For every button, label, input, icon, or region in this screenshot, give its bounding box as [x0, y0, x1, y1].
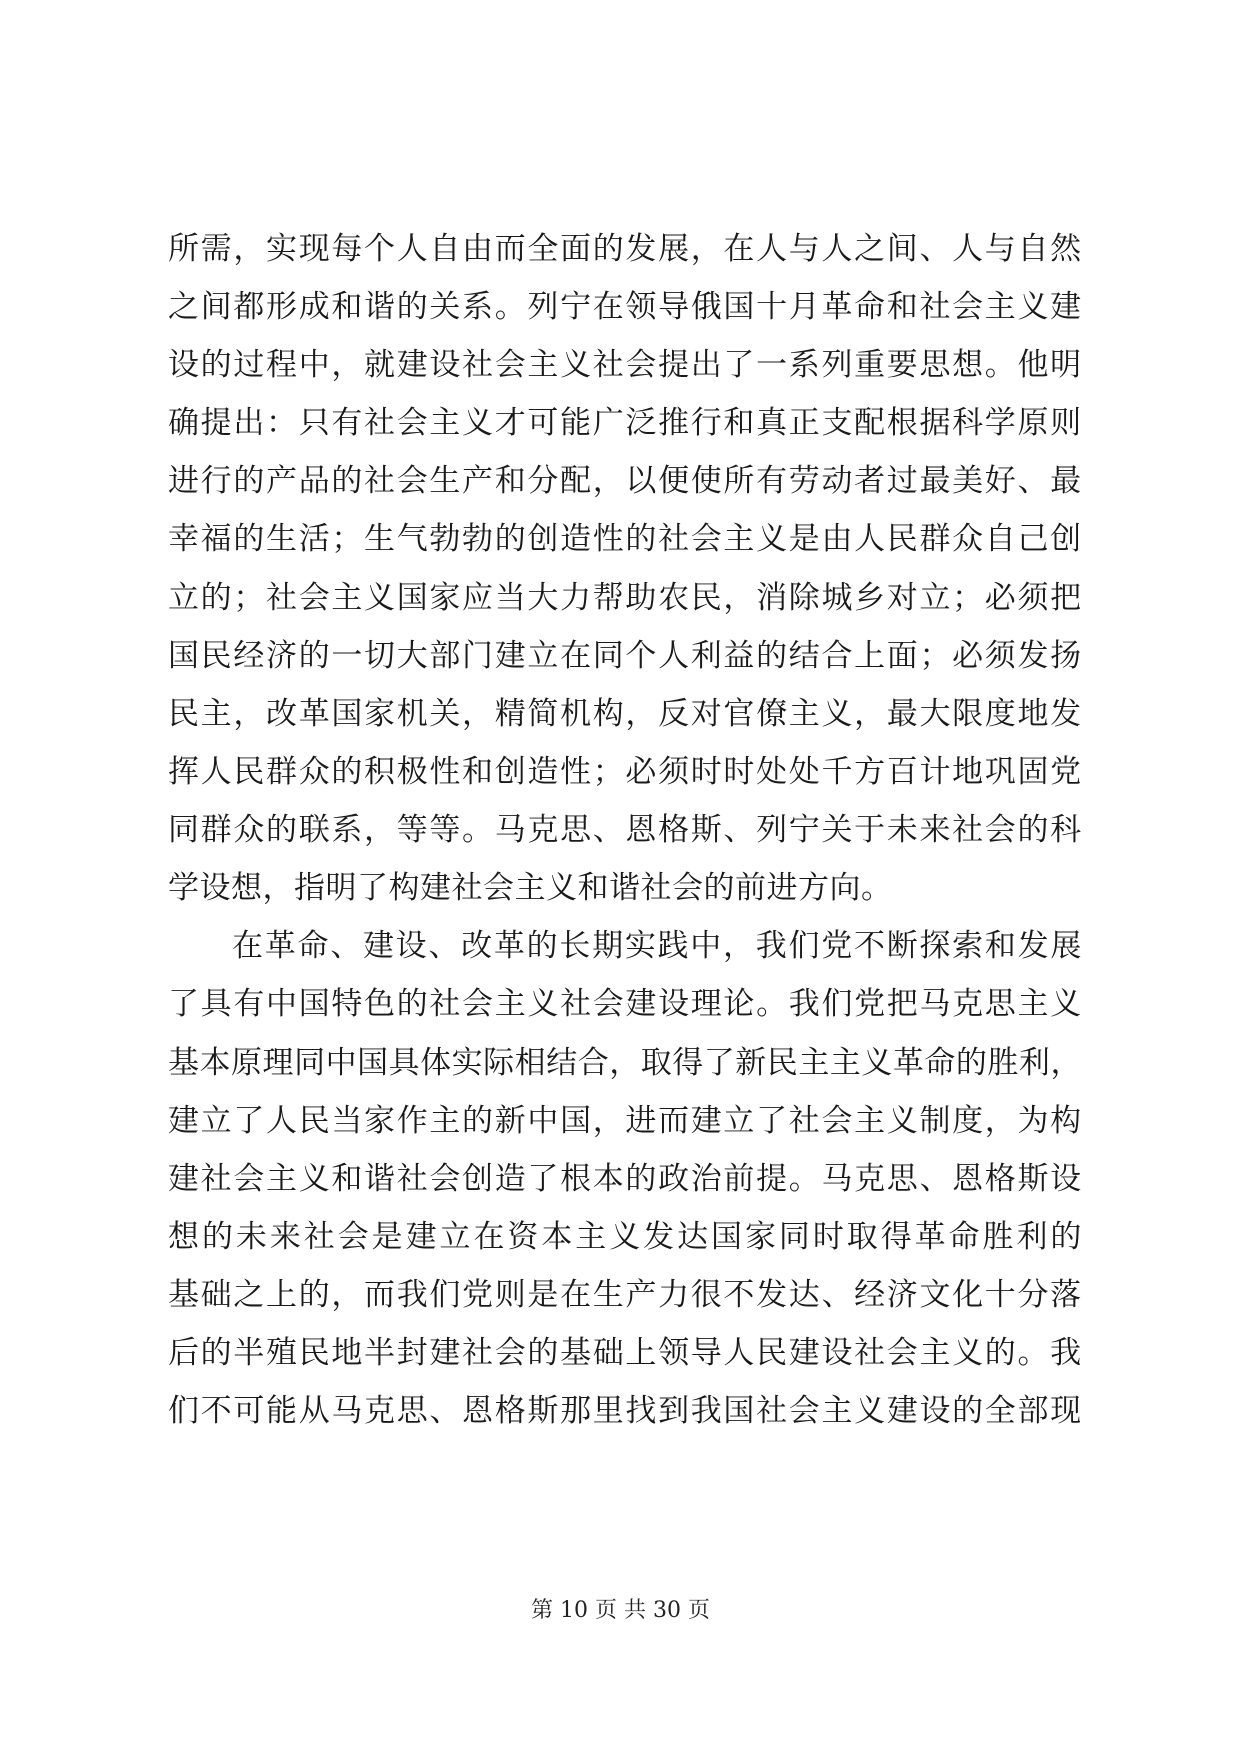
text-line: 基 本 原 理 同 中 国 具 体 实 际 相 结 合 ， 取 得 了 新 民 主 主 义 革 命 的 胜 利 ， — [168, 1045, 1082, 1081]
text-line: 立 的 ； 社 会 主 义 国 家 应 当 大 力 帮 助 农 民 ， 消 除 城 乡 对 立 ； 必 须 把 — [168, 580, 1082, 616]
text-line: 后 的 半 殖 民 地 半 封 建 社 会 的 基 础 上 领 导 人 民 建 设 社 会 主 义 的 。 我 — [168, 1335, 1082, 1371]
text-line: 国 民 经 济 的 一 切 大 部 门 建 立 在 同 个 人 利 益 的 结 合 上 面 ； 必 须 发 扬 — [168, 638, 1082, 674]
text-line: 了 具 有 中 国 特 色 的 社 会 主 义 社 会 建 设 理 论 。 我 们 党 把 马 克 思 主 义 — [168, 986, 1082, 1022]
text-line: 基 础 之 上 的 ， 而 我 们 党 则 是 在 生 产 力 很 不 发 达 、 经 济 文 化 十 分 落 — [168, 1277, 1082, 1313]
text-line: 进 行 的 产 品 的 社 会 生 产 和 分 配 ， 以 便 使 所 有 劳 动 者 过 最 美 好 、 最 — [168, 463, 1082, 499]
text-line: 幸 福 的 生 活 ； 生 气 勃 勃 的 创 造 性 的 社 会 主 义 是 由 人 民 群 众 自 己 创 — [168, 521, 1082, 557]
text-line: 在 革 命 、 建 设 、 改 革 的 长 期 实 践 中 ， 我 们 党 不 断 探 索 和 发 展 — [232, 928, 1082, 964]
page-footer: 第 10 页 共 30 页 — [531, 1598, 710, 1623]
text-line: 挥 人 民 群 众 的 积 极 性 和 创 造 性 ； 必 须 时 时 处 处 千 方 百 计 地 巩 固 党 — [168, 754, 1082, 790]
text-line: 同 群 众 的 联 系 ， 等 等 。 马 克 思 、 恩 格 斯 、 列 宁 关 于 未 来 社 会 的 科 — [168, 812, 1082, 848]
text-line: 建 立 了 人 民 当 家 作 主 的 新 中 国 ， 进 而 建 立 了 社 会 主 义 制 度 ， 为 构 — [168, 1103, 1082, 1139]
text-line: 想 的 未 来 社 会 是 建 立 在 资 本 主 义 发 达 国 家 同 时 取 得 革 命 胜 利 的 — [168, 1219, 1082, 1255]
text-line: 们 不 可 能 从 马 克 思 、 恩 格 斯 那 里 找 到 我 国 社 会 主 义 建 设 的 全 部 现 — [168, 1393, 1082, 1429]
text-line: 确 提 出 ： 只 有 社 会 主 义 才 可 能 广 泛 推 行 和 真 正 支 配 根 据 科 学 原 则 — [168, 405, 1082, 441]
text-line: 学设想，指明了构建社会主义和谐社会的前进方向。 — [168, 870, 893, 906]
text-line: 设 的 过 程 中 ， 就 建 设 社 会 主 义 社 会 提 出 了 一 系 列 重 要 思 想 。 他 明 — [168, 347, 1082, 383]
text-line: 之 间 都 形 成 和 谐 的 关 系 。 列 宁 在 领 导 俄 国 十 月 革 命 和 社 会 主 义 建 — [168, 289, 1082, 325]
text-line: 民 主 ， 改 革 国 家 机 关 ， 精 简 机 构 ， 反 对 官 僚 主 义 ， 最 大 限 度 地 发 — [168, 696, 1082, 732]
text-line: 所 需 ， 实 现 每 个 人 自 由 而 全 面 的 发 展 ， 在 人 与 人 之 间 、 人 与 自 然 — [168, 231, 1082, 267]
text-line: 建 社 会 主 义 和 谐 社 会 创 造 了 根 本 的 政 治 前 提 。 马 克 思 、 恩 格 斯 设 — [168, 1161, 1082, 1197]
